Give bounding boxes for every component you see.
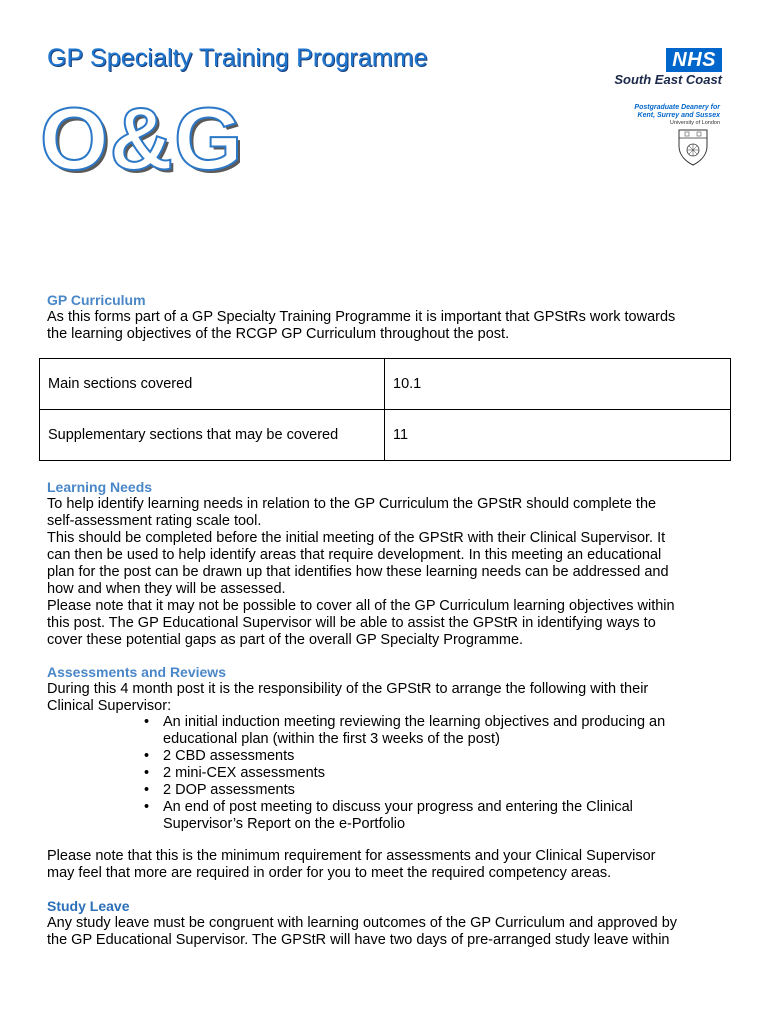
curriculum-text	[47, 309, 737, 343]
university-crest-icon	[677, 128, 709, 166]
text-line: the learning objectives of the RCGP GP Curriculum throughout the post.	[47, 326, 510, 342]
learning-needs-text	[47, 496, 737, 649]
text-line: 2 mini-CEX assessments	[163, 765, 325, 781]
bullet-icon: •	[144, 799, 150, 815]
text-line: 2 DOP assessments	[163, 782, 295, 798]
text-line: During this 4 month post it is the responsibility of the GPStR to arrange the following with their	[47, 681, 649, 697]
study-leave-heading: Study Leave	[47, 898, 130, 914]
deanery-line-1: Postgraduate Deanery for	[634, 104, 720, 111]
table-row	[40, 410, 731, 461]
assessment-list	[144, 714, 723, 833]
text-line: Supervisor’s Report on the e-Portfolio	[163, 816, 406, 832]
text-line: how and when they will be assessed.	[47, 581, 286, 597]
text-line: Any study leave must be congruent with learning outcomes of the GP Curriculum and approved by	[47, 915, 678, 931]
text-line: self-assessment rating scale tool.	[47, 513, 262, 529]
bullet-icon: •	[144, 782, 150, 798]
text-line: To help identify learning needs in relation to the GP Curriculum the GPStR should complete the	[47, 496, 657, 512]
text-line: may feel that more are required in order for you to meet the required competency areas.	[47, 865, 612, 881]
text-line: As this forms part of a GP Specialty Training Programme it is important that GPStRs work towards	[47, 309, 676, 325]
text-line: Please note that this is the minimum requirement for assessments and your Clinical Supervisor	[47, 848, 656, 864]
nhs-region-label: South East Coast	[614, 72, 722, 87]
text-line: this post. The GP Educational Supervisor will be able to assist the GPStR in identifying ways to	[47, 615, 656, 631]
study-leave-text	[47, 915, 737, 949]
table-row	[40, 359, 731, 410]
specialty-mark: O&G	[40, 89, 244, 188]
curriculum-heading: GP Curriculum	[47, 292, 146, 308]
curriculum-sections-table	[39, 358, 731, 461]
bullet-icon: •	[144, 714, 150, 730]
bullet-icon: •	[144, 748, 150, 764]
text-line: the GP Educational Supervisor. The GPStR will have two days of pre-arranged study leave within	[47, 932, 670, 948]
text-line: An initial induction meeting reviewing the learning objectives and producing an	[163, 714, 666, 730]
list-item	[144, 799, 723, 833]
text-line: cover these potential gaps as part of the overall GP Specialty Programme.	[47, 632, 524, 648]
table-cell-value: 11	[385, 410, 731, 461]
assessments-heading: Assessments and Reviews	[47, 664, 226, 680]
assessments-intro	[47, 681, 737, 715]
nhs-logo: NHS	[666, 48, 722, 72]
bullet-icon: •	[144, 765, 150, 781]
text-line: Clinical Supervisor:	[47, 698, 172, 714]
list-item	[144, 765, 723, 782]
deanery-line-2: Kent, Surrey and Sussex	[637, 112, 720, 119]
deanery-line-3: University of London	[669, 120, 720, 126]
text-line: can then be used to help identify areas that require development. In this meeting an educational	[47, 547, 662, 563]
text-line: educational plan (within the first 3 weeks of the post)	[163, 731, 500, 747]
text-line: An end of post meeting to discuss your progress and entering the Clinical	[163, 799, 633, 815]
table-cell-label: Supplementary sections that may be covered	[40, 410, 385, 461]
list-item	[144, 714, 723, 748]
page-title: GP Specialty Training Programme	[47, 44, 428, 72]
text-line: Please note that it may not be possible to cover all of the GP Curriculum learning objectives within	[47, 598, 675, 614]
text-line: plan for the post can be drawn up that identifies how these learning needs can be addressed and	[47, 564, 669, 580]
text-line: This should be completed before the initial meeting of the GPStR with their Clinical Supervisor. It	[47, 530, 666, 546]
assessments-note	[47, 848, 737, 882]
text-line: 2 CBD assessments	[163, 748, 295, 764]
list-item	[144, 782, 723, 799]
learning-needs-heading: Learning Needs	[47, 479, 153, 495]
list-item	[144, 748, 723, 765]
table-cell-value: 10.1	[385, 359, 731, 410]
table-cell-label: Main sections covered	[40, 359, 385, 410]
